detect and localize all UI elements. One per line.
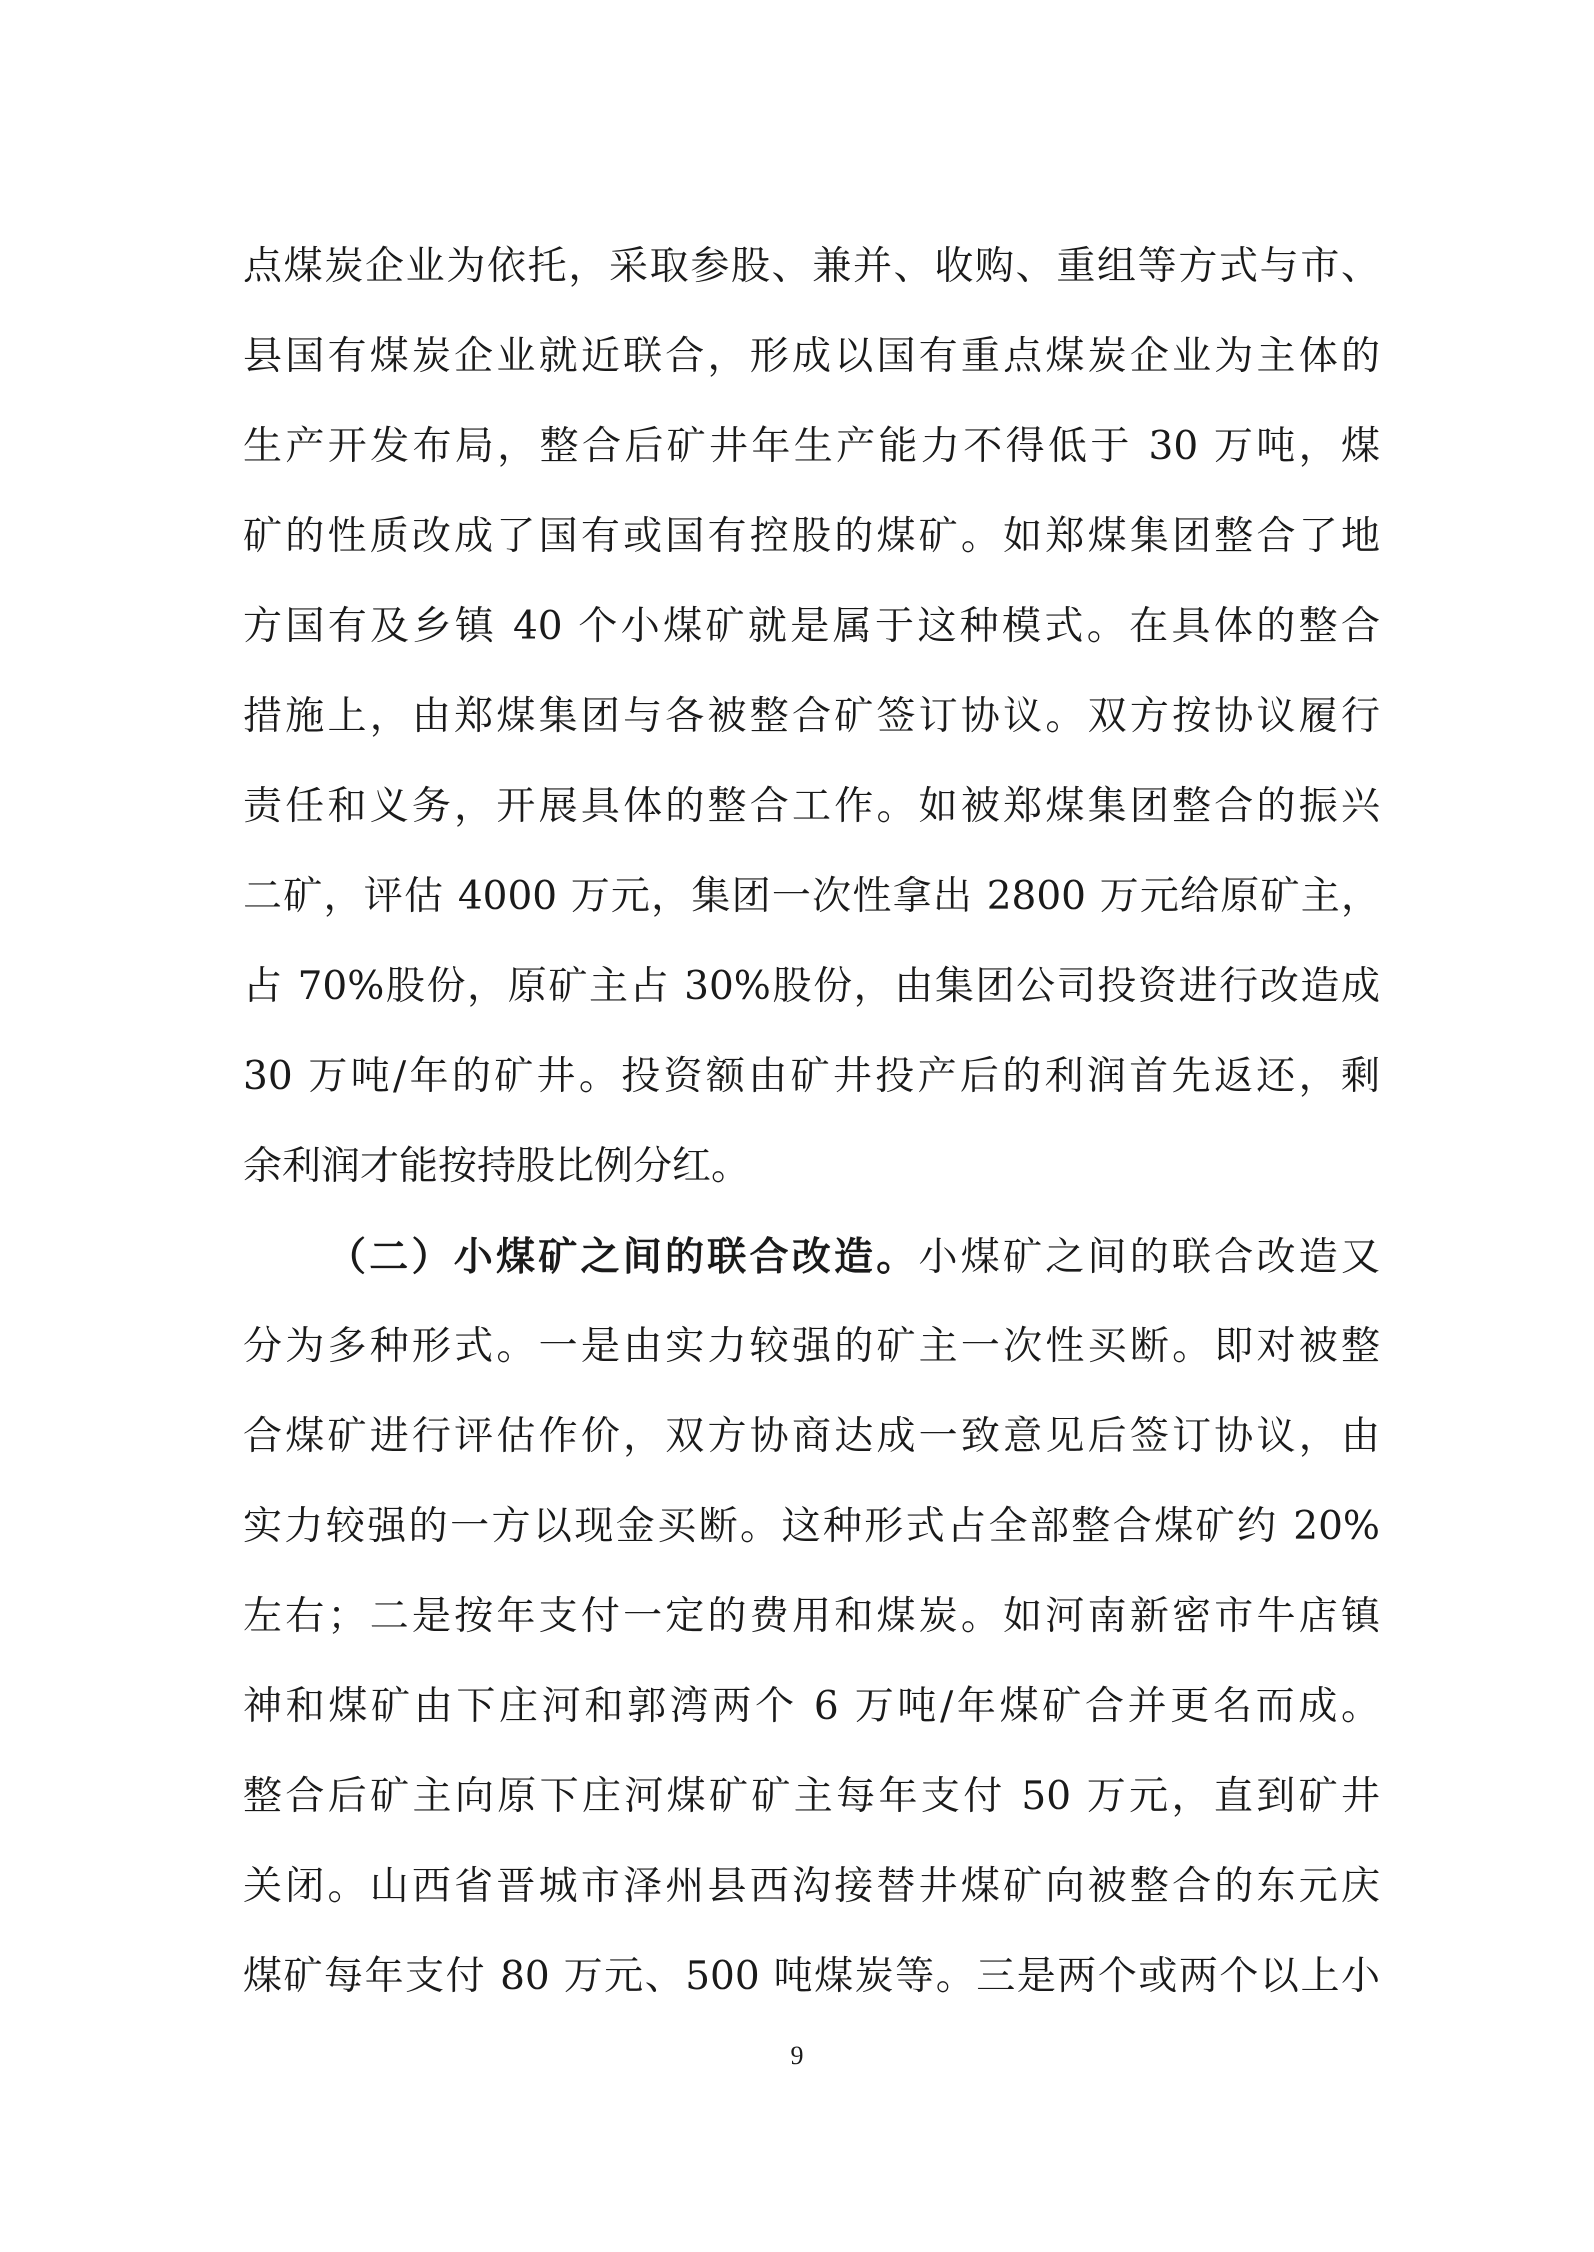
text-line: 二矿，评估 4000 万元，集团一次性拿出 2800 万元给原矿主， <box>243 874 1380 919</box>
text-line: 30 万吨/年的矿井。投资额由矿井投产后的利润首先返还，剩 <box>243 1054 1380 1099</box>
text-line: 关闭。山西省晋城市泽州县西沟接替井煤矿向被整合的东元庆 <box>243 1864 1380 1909</box>
section-heading: （二）小煤矿之间的联合改造。 <box>327 1234 919 1280</box>
page-number: 9 <box>790 2041 804 2070</box>
text-line: 分为多种形式。一是由实力较强的矿主一次性买断。即对被整 <box>243 1324 1380 1369</box>
text-line: 整合后矿主向原下庄河煤矿矿主每年支付 50 万元，直到矿井 <box>243 1774 1380 1819</box>
text-line: 实力较强的一方以现金买断。这种形式占全部整合煤矿约 20% <box>243 1504 1380 1549</box>
text-line: 占 70%股份，原矿主占 30%股份，由集团公司投资进行改造成 <box>243 964 1380 1009</box>
text-line: 方国有及乡镇 40 个小煤矿就是属于这种模式。在具体的整合 <box>243 604 1380 649</box>
section-heading-continuation: 小煤矿之间的联合改造又 <box>918 1235 1380 1280</box>
text-line: 责任和义务，开展具体的整合工作。如被郑煤集团整合的振兴 <box>243 784 1380 829</box>
text-line: 左右；二是按年支付一定的费用和煤炭。如河南新密市牛店镇 <box>243 1594 1380 1639</box>
text-line: 措施上，由郑煤集团与各被整合矿签订协议。双方按协议履行 <box>243 694 1380 739</box>
text-line: 煤矿每年支付 80 万元、500 吨煤炭等。三是两个或两个以上小 <box>243 1954 1380 1999</box>
body-text <box>243 222 1380 2022</box>
text-line: 生产开发布局，整合后矿井年生产能力不得低于 30 万吨，煤 <box>243 424 1380 469</box>
text-line: 神和煤矿由下庄河和郭湾两个 6 万吨/年煤矿合并更名而成。 <box>243 1684 1380 1729</box>
text-line: 矿的性质改成了国有或国有控股的煤矿。如郑煤集团整合了地 <box>243 514 1380 559</box>
section-heading-line <box>243 1212 1380 1302</box>
text-line: 合煤矿进行评估作价，双方协商达成一致意见后签订协议，由 <box>243 1414 1380 1459</box>
paragraph-end-line: 余利润才能按持股比例分红。 <box>243 1144 751 1189</box>
text-line: 点煤炭企业为依托，采取参股、兼并、收购、重组等方式与市、 <box>243 244 1380 289</box>
text-line: 县国有煤炭企业就近联合，形成以国有重点煤炭企业为主体的 <box>243 334 1380 379</box>
